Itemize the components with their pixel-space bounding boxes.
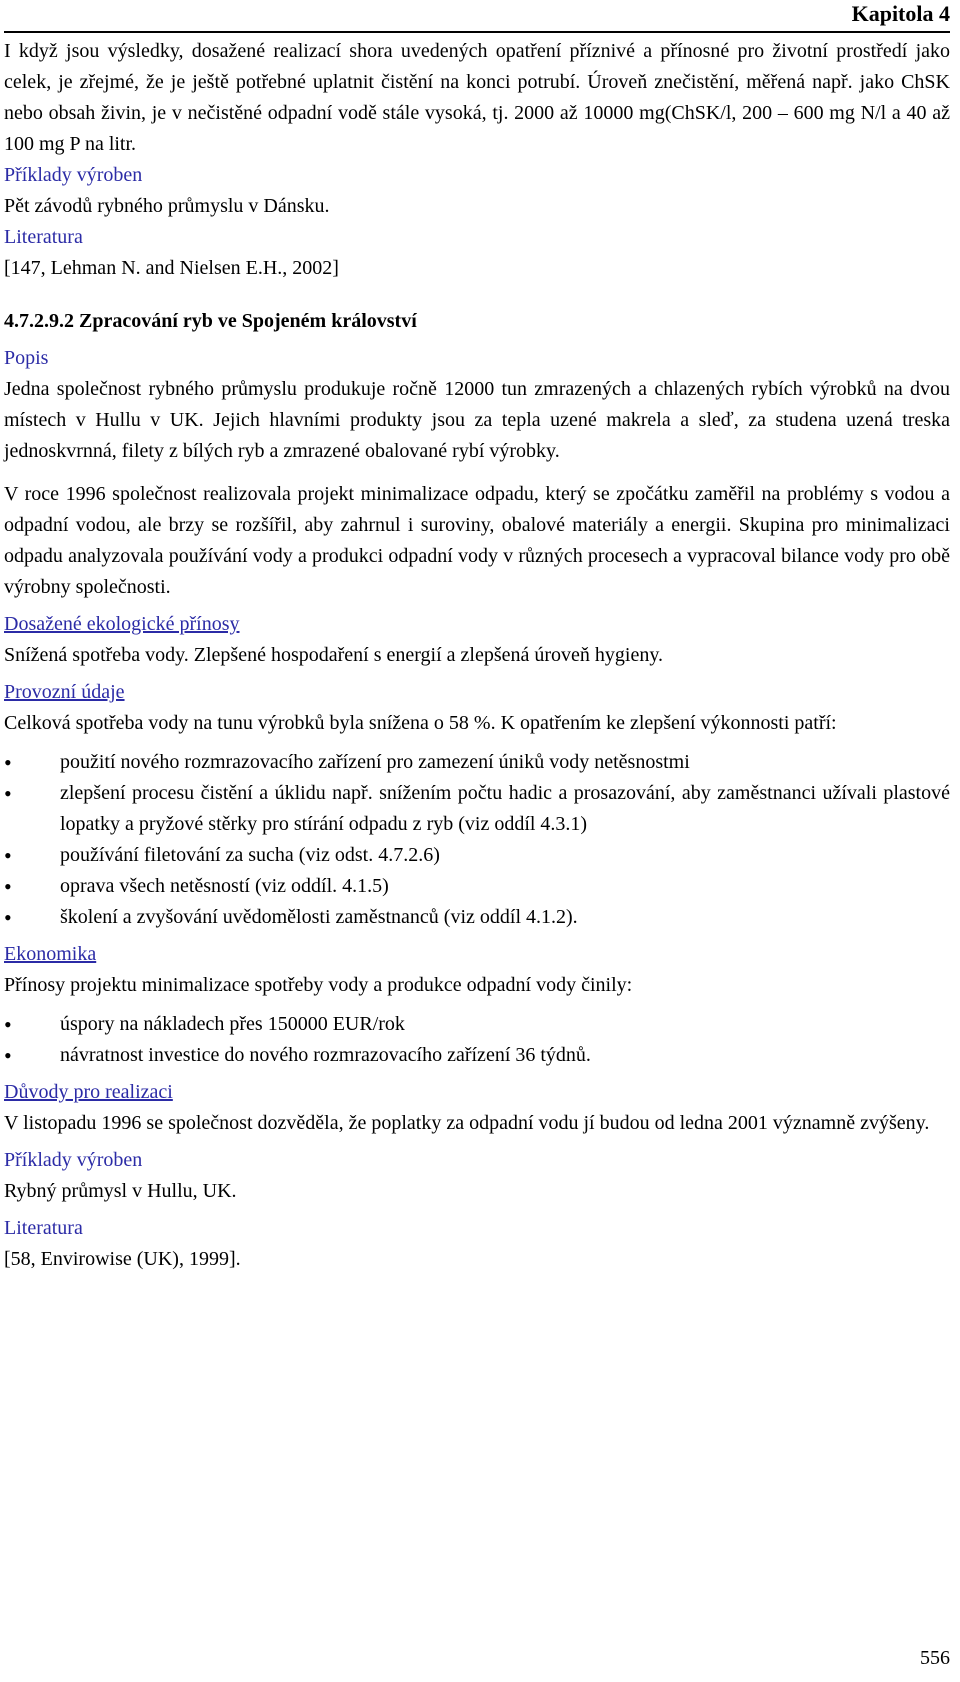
reasons-label: Důvody pro realizaci xyxy=(4,1081,173,1103)
description-label: Popis xyxy=(4,347,49,369)
list-item: • návratnost investice do nového rozmrazovacího zařízení 36 týdnů. xyxy=(4,1040,950,1071)
operational-measures-list xyxy=(4,747,950,933)
literature-label-2: Literatura xyxy=(4,1217,83,1239)
description-paragraph-1: Jedna společnost rybného průmyslu produkuje ročně 12000 tun zmrazených a chlazených rybích výrobků na dvou místech v Hullu v UK. Jejich hlavními produkty jsou za tepla uzené makrela a sleď, za studena uzená treska jednoskvrnná, filety z bílých ryb a zmrazené obalované rybí výrobky. xyxy=(4,378,950,462)
operational-data-text: Celková spotřeba vody na tunu výrobků byla snížena o 58 %. K opatřením ke zlepšení výkonnosti patří: xyxy=(4,712,837,734)
literature-label-1: Literatura xyxy=(4,226,83,248)
list-item: • používání filetování za sucha (viz odst. 4.7.2.6) xyxy=(4,840,950,871)
list-item: • úspory na nákladech přes 150000 EUR/rok xyxy=(4,1009,950,1040)
document-page xyxy=(4,0,954,1682)
benefits-text: Snížená spotřeba vody. Zlepšené hospodaření s energií a zlepšená úroveň hygieny. xyxy=(4,644,664,666)
list-item: • zlepšení procesu čistění a úklidu např. snížením počtu hadic a prosazování, aby zaměstnanci užívali plastové lopatky a pryžové stěrky pro stírání odpadu z ryb (viz oddíl 4.3.1) xyxy=(4,778,950,840)
intro-paragraph: I když jsou výsledky, dosažené realizací shora uvedených opatření příznivé a přínosné pro životní prostředí jako celek, je zřejmé, že je ještě potřebné uplatnit čistění na konci potrubí. Úroveň znečistění, měřená např. jako ChSK nebo obsah živin, je v nečistěné odpadní vodě stále vysoká, tj. 2000 až 10000 mg(ChSK/l, 200 – 600 mg N/l a 40 až 100 mg P na litr. xyxy=(4,40,950,155)
examples-label-1: Příklady výroben xyxy=(4,164,143,186)
examples-text-1: Pět závodů rybného průmyslu v Dánsku. xyxy=(4,195,330,217)
section-heading: 4.7.2.9.2 Zpracování ryb ve Spojeném království xyxy=(4,310,417,332)
list-item: • použití nového rozmrazovacího zařízení pro zamezení úniků vody netěsnostmi xyxy=(4,747,950,778)
page-header xyxy=(4,0,950,33)
economics-text: Přínosy projektu minimalizace spotřeby vody a produkce odpadní vody činily: xyxy=(4,974,633,996)
chapter-title: Kapitola 4 xyxy=(851,1,950,26)
description-paragraph-2: V roce 1996 společnost realizovala projekt minimalizace odpadu, který se zpočátku zaměřil na problémy s vodou a odpadní vodou, ale brzy se rozšířil, aby zahrnul i suroviny, obalové materiály a energii. Skupina pro minimalizaci odpadu analyzovala používání vody a produkci odpadní vody v různých procesech a vypracoval bilance vody pro obě výrobny společnosti. xyxy=(4,483,950,598)
examples-label-2: Příklady výroben xyxy=(4,1149,143,1171)
operational-data-label: Provozní údaje xyxy=(4,681,125,703)
economics-list xyxy=(4,1009,950,1071)
list-item: • oprava všech netěsností (viz oddíl. 4.1.5) xyxy=(4,871,950,902)
examples-text-2: Rybný průmysl v Hullu, UK. xyxy=(4,1180,237,1202)
page-content xyxy=(4,36,950,1275)
benefits-label: Dosažené ekologické přínosy xyxy=(4,613,240,635)
page-number: 556 xyxy=(920,1647,950,1669)
literature-text-2: [58, Envirowise (UK), 1999]. xyxy=(4,1248,241,1270)
economics-label: Ekonomika xyxy=(4,943,97,965)
literature-text-1: [147, Lehman N. and Nielsen E.H., 2002] xyxy=(4,257,339,279)
list-item: • školení a zvyšování uvědomělosti zaměstnanců (viz oddíl 4.1.2). xyxy=(4,902,950,933)
reasons-text: V listopadu 1996 se společnost dozvěděla, že poplatky za odpadní vodu jí budou od ledna 2001 významně zvýšeny. xyxy=(4,1112,930,1134)
